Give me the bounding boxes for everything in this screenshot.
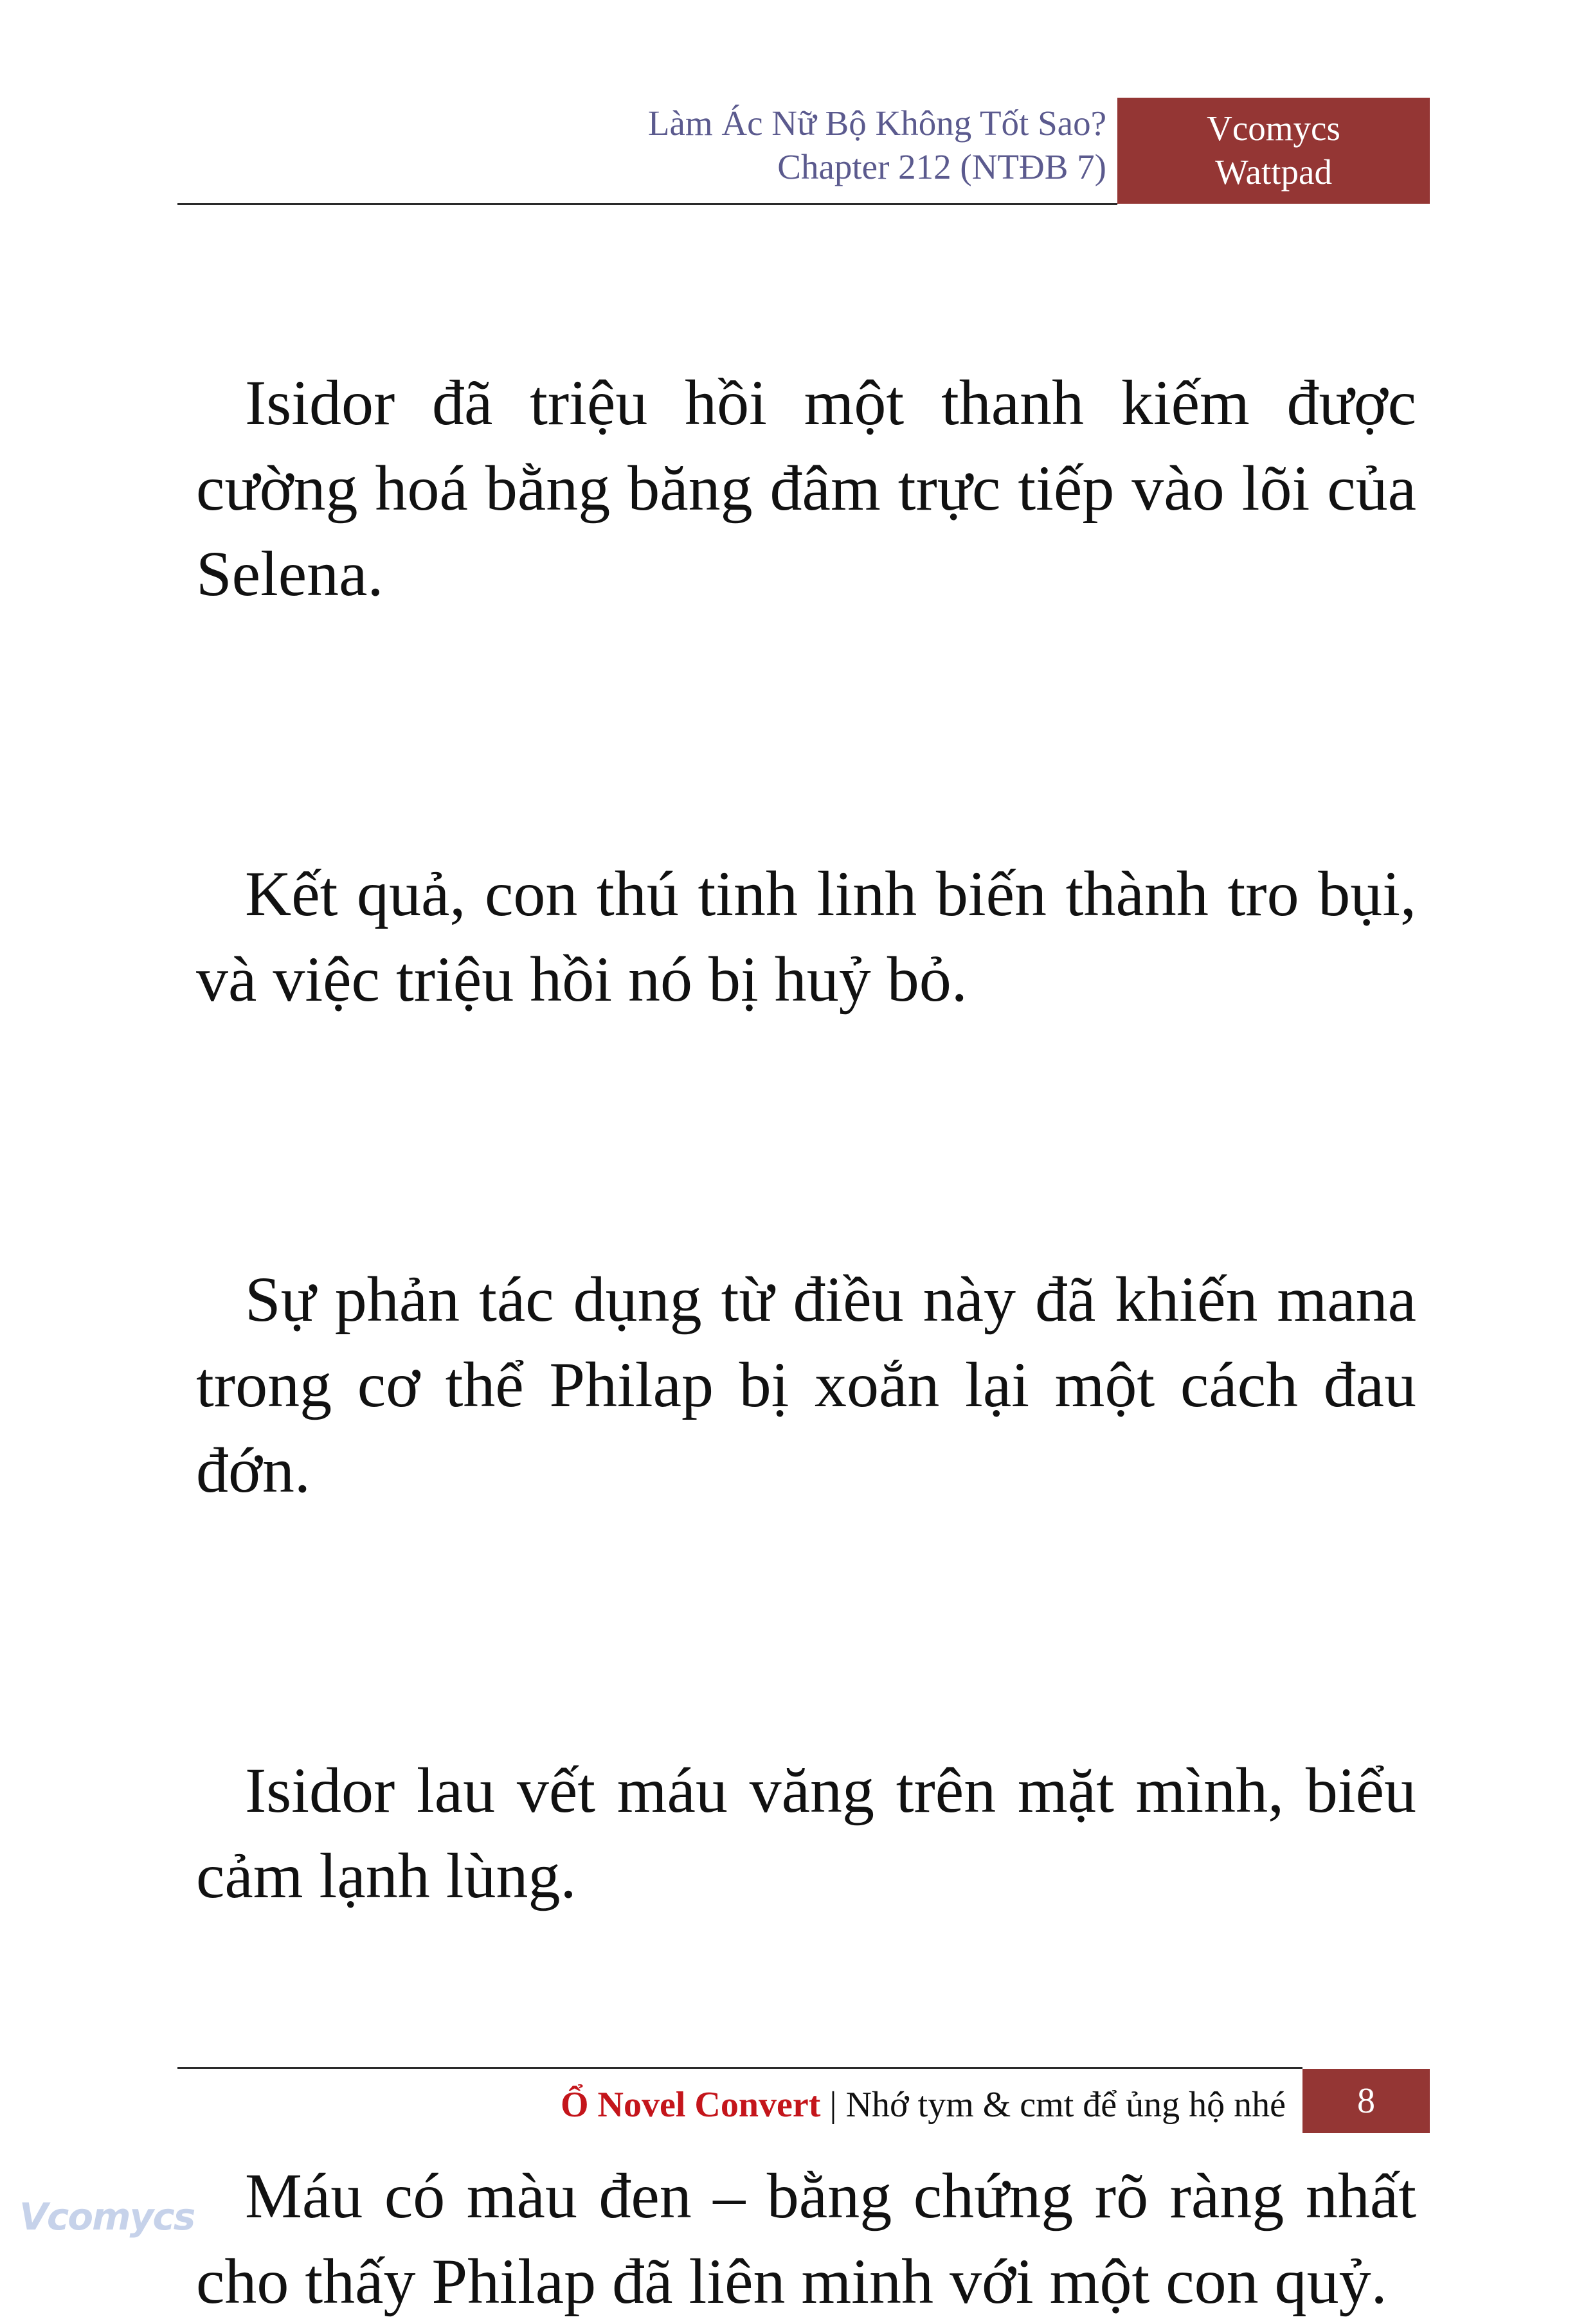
footer-credit [561, 2076, 1286, 2134]
header-box-line1: Vcomycs [1207, 109, 1340, 148]
paragraph: Máu có màu đen – bằng chứng rõ ràng nhất cho thấy Philap đã liên minh với một con quỷ. [196, 2160, 1416, 2317]
header-box-line2: Wattpad [1215, 152, 1332, 192]
page-number: 8 [1302, 2069, 1430, 2133]
footer-note: Nhớ tym & cmt để ủng hộ nhé [845, 2085, 1286, 2125]
header-source-box [1117, 98, 1430, 204]
header-title [271, 102, 1106, 189]
footer-brand: Ổ Novel Convert [561, 2085, 821, 2125]
paragraph: Isidor đã triệu hồi một thanh kiếm được cường hoá bằng băng đâm trực tiếp vào lõi của Selena. [196, 367, 1416, 609]
header-title-line2: Chapter 212 (NTĐB 7) [777, 147, 1106, 186]
chapter-body [196, 360, 1416, 2324]
header-divider [177, 203, 1117, 205]
paragraph: Kết quả, con thú tinh linh biến thành tro bụi, và việc triệu hồi nó bị huỷ bỏ. [196, 858, 1416, 1015]
watermark-logo: Vcomycs [19, 2195, 195, 2239]
footer-separator: | [820, 2085, 846, 2125]
header-title-line1: Làm Ác Nữ Bộ Không Tốt Sao? [647, 103, 1106, 143]
paragraph: Sự phản tác dụng từ điều này đã khiến mana trong cơ thể Philap bị xoắn lại một cách đau đớn. [196, 1264, 1416, 1506]
footer-divider [177, 2067, 1302, 2069]
paragraph: Isidor lau vết máu văng trên mặt mình, biểu cảm lạnh lùng. [196, 1755, 1416, 1911]
